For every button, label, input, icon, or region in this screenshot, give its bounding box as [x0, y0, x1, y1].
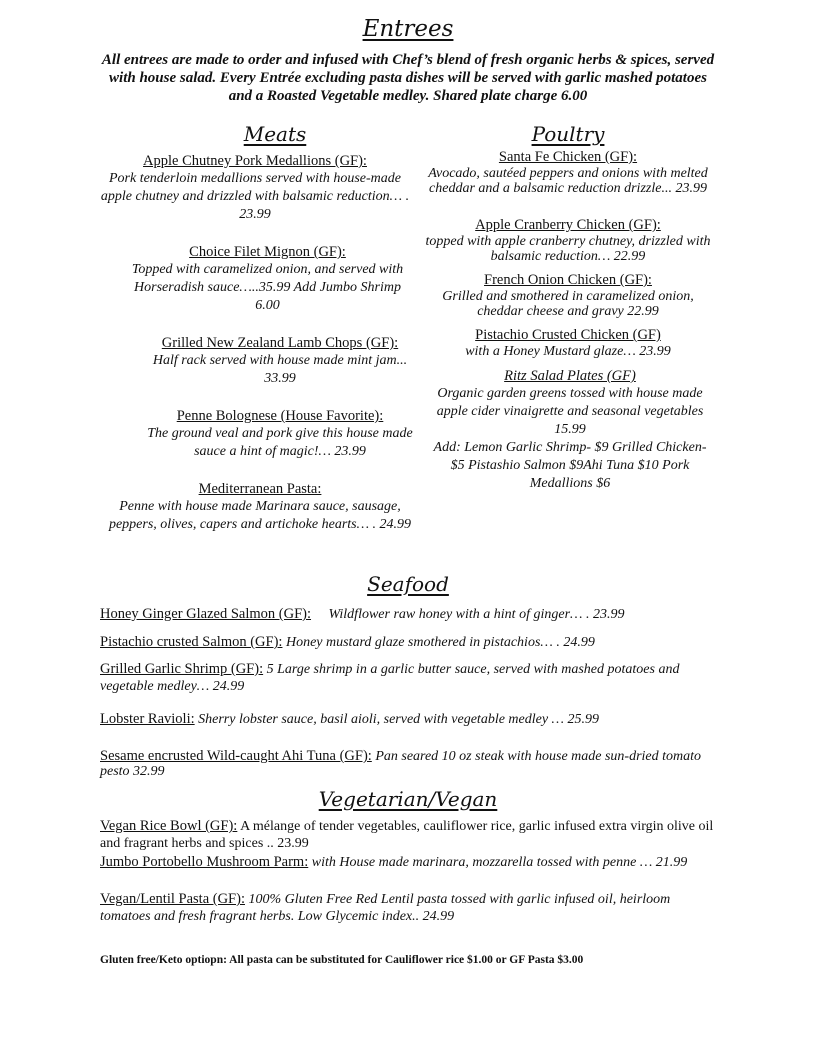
item-name: Santa Fe Chicken (GF): — [498, 149, 638, 165]
menu-item-vegan-rice-bowl — [100, 818, 716, 852]
item-name: Mediterranean Pasta: — [198, 481, 322, 497]
item-description: Wildflower raw honey with a hint of ginger… . 23.99 — [328, 607, 625, 622]
item-description: Grilled and smothered in caramelized onion, cheddar cheese and gravy 22.99 — [442, 289, 694, 319]
menu-item-garlic-shrimp — [100, 661, 716, 695]
menu-item-portobello-parm — [100, 854, 716, 871]
item-description: Penne with house made Marinara sauce, sausage, peppers, olives, capers and artichoke hearts… . 24.99 — [108, 499, 412, 532]
menu-item-french-onion-chicken — [418, 272, 718, 319]
entrees-title: Entrees — [362, 16, 454, 42]
item-name: Jumbo Portobello Mushroom Parm: — [100, 854, 309, 870]
item-description: Sherry lobster sauce, basil aioli, served with vegetable medley … 25.99 — [198, 712, 600, 727]
item-name: Sesame encrusted Wild-caught Ahi Tuna (GF): — [100, 748, 372, 764]
menu-item-santa-fe-chicken — [418, 149, 718, 196]
item-name: Pistachio Crusted Chicken (GF) — [475, 327, 661, 343]
menu-item-pistachio-salmon — [100, 634, 716, 651]
item-description: 5 Large shrimp in a garlic butter sauce, served with mashed potatoes and vegetable medley… 24.99 — [100, 662, 680, 694]
item-name: Apple Cranberry Chicken (GF): — [475, 217, 661, 233]
item-description: 100% Gluten Free Red Lentil pasta tossed with garlic infused oil, heirloom tomatoes and fresh fragrant herbs. Low Glycemic index.. 24.99 — [100, 892, 671, 924]
item-description: Honey mustard glaze smothered in pistachios… . 24.99 — [285, 635, 595, 650]
item-description: Avocado, sautéed peppers and onions with melted cheddar and a balsamic reduction drizzle... 23.99 — [428, 166, 708, 196]
menu-item-lentil-pasta — [100, 891, 716, 925]
poultry-title: Poultry — [531, 122, 605, 146]
item-name: Ritz Salad Plates (GF) — [504, 368, 636, 384]
item-name: French Onion Chicken (GF): — [484, 272, 652, 288]
item-description: A mélange of tender vegetables, cauliflower rice, garlic infused extra virgin olive oil and fragrant herbs and spices .. 23.99 — [100, 819, 714, 851]
menu-item-lamb-chops — [140, 335, 420, 388]
menu-item-lobster-ravioli — [100, 711, 716, 728]
item-description: Half rack served with house made mint jam... 33.99 — [152, 353, 408, 386]
item-description: with House made marinara, mozzarella tossed with penne … 21.99 — [311, 855, 688, 870]
menu-item-apple-cranberry-chicken — [418, 217, 718, 264]
item-name: Grilled New Zealand Lamb Chops (GF): — [161, 335, 399, 351]
item-description: Pork tenderloin medallions served with house-made apple chutney and drizzled with balsamic reduction… . 23.99 — [100, 171, 410, 222]
menu-item-honey-ginger-salmon — [100, 606, 716, 623]
item-name: Choice Filet Mignon (GF): — [189, 244, 346, 260]
menu-item-penne-bolognese — [135, 408, 425, 461]
item-name: Vegan/Lentil Pasta (GF): — [100, 891, 245, 907]
gluten-free-note: Gluten free/Keto optiopn: All pasta can be substituted for Cauliflower rice $1.00 or GF Pasta $3.00 — [100, 954, 584, 966]
item-name: Lobster Ravioli: — [100, 711, 195, 727]
item-name: Penne Bolognese (House Favorite): — [176, 408, 384, 424]
item-addons: Add: Lemon Garlic Shrimp- $9 Grilled Chicken- $5 Pistashio Salmon $9Ahi Tuna $10 Pork Medallions $6 — [433, 440, 707, 491]
item-description: Organic garden greens tossed with house made apple cider vinaigrette and seasonal vegetables 15.99 — [436, 386, 704, 437]
entrees-intro: All entrees are made to order and infused with Chef’s blend of fresh organic herbs & spices, served with house salad. Every Entrée excluding pasta dishes will be served with garlic mashed potatoes and a Roasted Vegetable medley. Shared plate charge 6.00 — [101, 52, 715, 104]
menu-item-ritz-salad — [425, 368, 715, 493]
item-description: topped with apple cranberry chutney, drizzled with balsamic reduction… 22.99 — [425, 234, 711, 264]
menu-item-mediterranean-pasta — [105, 481, 415, 534]
menu-item-pistachio-chicken — [418, 327, 718, 359]
menu-item-ahi-tuna — [100, 749, 716, 779]
item-description: with a Honey Mustard glaze… 23.99 — [465, 344, 671, 359]
meats-title: Meats — [243, 122, 307, 146]
item-name: Grilled Garlic Shrimp (GF): — [100, 661, 264, 677]
item-name: Pistachio crusted Salmon (GF): — [100, 634, 283, 650]
item-description: Pan seared 10 oz steak with house made sun-dried tomato pesto 32.99 — [100, 749, 702, 779]
item-description: The ground veal and pork give this house made sauce a hint of magic!… 23.99 — [147, 426, 413, 459]
seafood-title: Seafood — [367, 572, 449, 596]
menu-item-pork-medallions — [100, 153, 410, 224]
item-description: Topped with caramelized onion, and served with Horseradish sauce…..35.99 Add Jumbo Shrimp 6.00 — [131, 262, 404, 313]
vegetarian-title: Vegetarian/Vegan — [318, 787, 498, 811]
item-name: Honey Ginger Glazed Salmon (GF): — [100, 606, 312, 622]
menu-item-filet-mignon — [125, 244, 410, 315]
item-name: Vegan Rice Bowl (GF): — [100, 818, 238, 834]
item-name: Apple Chutney Pork Medallions (GF): — [143, 153, 367, 169]
